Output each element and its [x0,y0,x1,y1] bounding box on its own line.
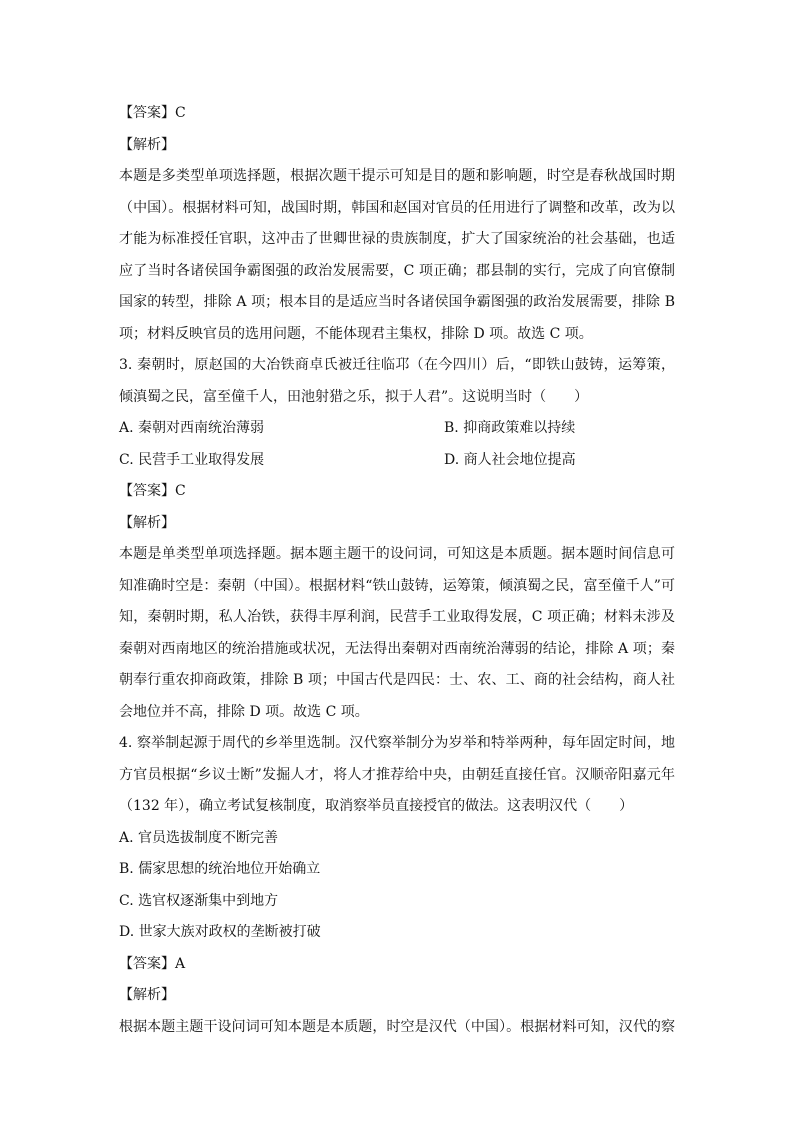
analysis-text-line: 应了当时各诸侯国争霸图强的政治发展需要，C 项正确；郡县制的实行，完成了向官僚制 [119,262,675,279]
answer-line: 【答案】C [119,483,186,499]
question-4-option-c: C. 选官权逐渐集中到地方 [119,892,279,909]
question-4-stem-line: 方官员根据“乡议士断”发掘人才，将人才推荐给中央，由朝廷直接任官。汉顺帝阳嘉元年 [119,766,675,783]
analysis-label: 【解析】 [119,136,175,153]
question-3-option-b: B. 抑商政策难以持续 [444,420,576,436]
analysis-text-line: 知，秦朝时期，私人冶铁，获得丰厚利润，民营手工业取得发展，C 项正确；材料未涉及 [119,609,675,625]
question-3-option-d: D. 商人社会地位提高 [444,451,576,468]
question-3-options-row [119,413,675,445]
analysis-text-line: 国家的转型，排除 A 项；根本目的是适应当时各诸侯国争霸图强的政治发展需要，排除 B [119,294,675,310]
analysis-label: 【解析】 [119,987,175,1003]
analysis-text-line: 秦朝对西南地区的统治措施或状况，无法得出秦朝对西南统治薄弱的结论，排除 A 项；秦 [119,640,675,657]
question-3-options-row [119,445,675,477]
question-4-stem-line: （132 年），确立考试复核制度，取消察举员直接授官的做法。这表明汉代（ ） [119,798,634,814]
question-4-option-d: D. 世家大族对政权的垄断被打破 [119,924,321,940]
analysis-text-line: 本题是单类型单项选择题。据本题主题干的设问词，可知这是本质题。据本题时间信息可 [119,546,675,562]
question-3-option-a: A. 秦朝对西南统治薄弱 [119,420,265,436]
answer-line: 【答案】A [119,955,186,972]
question-3-option-c: C. 民营手工业取得发展 [119,451,265,468]
analysis-text-line: 才能为标准授任官职，这冲击了世卿世禄的贵族制度，扩大了国家统治的社会基础，也适 [119,231,675,247]
question-4-stem-line: 4. 察举制起源于周代的乡举里选制。汉代察举制分为岁举和特举两种，每年固定时间，地 [119,735,675,751]
document-page [119,98,675,1043]
analysis-label: 【解析】 [119,514,175,531]
analysis-text-line: 项；材料反映官员的选用问题，不能体现君主集权，排除 D 项。故选 C 项。 [119,325,593,342]
question-4-option-b: B. 儒家思想的统治地位开始确立 [119,861,321,877]
analysis-text-line: 本题是多类型单项选择题，根据次题干提示可知是目的题和影响题，时空是春秋战国时期 [119,168,675,184]
analysis-text-line: 知准确时空是：秦朝（中国）。根据材料“铁山鼓铸，运筹策，倾滇蜀之民，富至僮千人”可 [119,577,675,594]
question-4-option-a: A. 官员选拔制度不断完善 [119,829,279,846]
analysis-text-line: 朝奉行重农抑商政策，排除 B 项；中国古代是四民：士、农、工、商的社会结构，商人社 [119,672,675,688]
question-3-stem-line: 3. 秦朝时，原赵国的大冶铁商卓氏被迁往临邛（在今四川）后，“即铁山鼓铸，运筹策， [119,357,675,373]
analysis-text-line: 会地位并不高，排除 D 项。故选 C 项。 [119,703,369,720]
analysis-text-line: （中国）。根据材料可知，战国时期，韩国和赵国对官员的任用进行了调整和改革，改为以 [119,199,675,216]
question-3-stem-line: 倾滇蜀之民，富至僮千人，田池射猎之乐，拟于人君”。这说明当时（ ） [119,388,589,405]
analysis-text-line: 根据本题主题干设问词可知本题是本质题，时空是汉代（中国）。根据材料可知，汉代的察 [119,1018,675,1035]
answer-line: 【答案】C [119,105,186,121]
